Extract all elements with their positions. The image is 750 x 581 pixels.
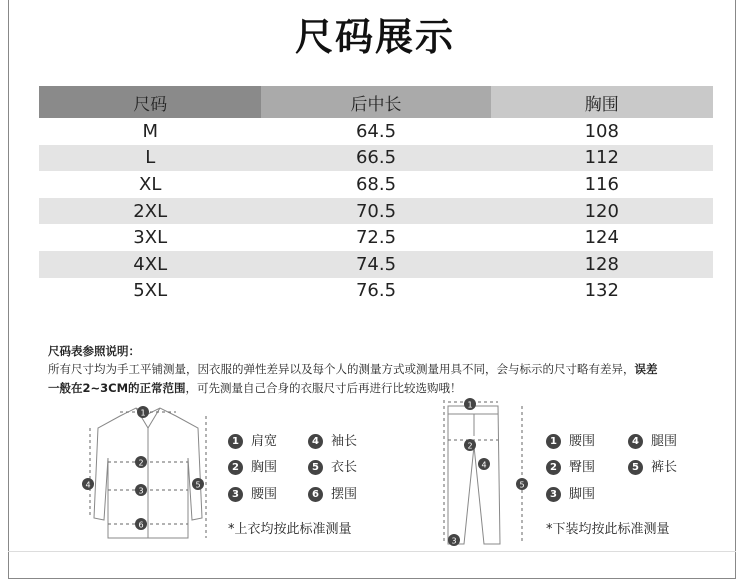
cell-back-length: 68.5 [261, 171, 490, 198]
legend-item: 4 腿围 [628, 430, 677, 449]
cell-chest: 108 [491, 118, 713, 145]
svg-text:5: 5 [195, 480, 201, 490]
svg-text:4: 4 [85, 480, 91, 490]
size-table [39, 86, 713, 304]
svg-text:1: 1 [140, 408, 146, 418]
legend-item: 3 脚围 [546, 483, 595, 502]
cell-chest: 112 [491, 145, 713, 172]
page-title: 尺码展示 [294, 15, 455, 59]
legend-item: 1 腰围 [546, 430, 595, 449]
pants-footnote: *下装均按此标准测量 [546, 522, 670, 537]
cell-size: XL [39, 171, 261, 198]
table-row [39, 224, 713, 251]
table-row [39, 118, 713, 145]
table-row [39, 278, 713, 305]
cell-chest: 128 [491, 251, 713, 278]
legend-item: 5 衣长 [308, 456, 357, 475]
cell-chest: 124 [491, 224, 713, 251]
cell-size: 4XL [39, 251, 261, 278]
svg-text:2: 2 [138, 458, 144, 468]
size-table-header [39, 86, 713, 118]
svg-text:2: 2 [467, 441, 473, 451]
table-row [39, 251, 713, 278]
cell-size: L [39, 145, 261, 172]
legend-item: 1 肩宽 [228, 430, 277, 449]
svg-text:3: 3 [138, 486, 144, 496]
svg-text:1: 1 [467, 400, 473, 410]
cell-chest: 120 [491, 198, 713, 225]
legend-item: 2 胸围 [228, 456, 277, 475]
legend-item: 6 摆围 [308, 483, 357, 502]
cell-back-length: 72.5 [261, 224, 490, 251]
cell-back-length: 74.5 [261, 251, 490, 278]
header-back-length: 后中长 [261, 86, 490, 118]
cell-back-length: 70.5 [261, 198, 490, 225]
svg-text:5: 5 [519, 480, 525, 490]
note-line2-bold: 一般在2~3CM的正常范围 [48, 381, 186, 395]
legend-item: 3 腰围 [228, 483, 277, 502]
bottom-divider [8, 551, 736, 552]
cell-size: 3XL [39, 224, 261, 251]
legend-item: 5 裤长 [628, 456, 677, 475]
cell-back-length: 64.5 [261, 118, 490, 145]
pants-diagram [440, 396, 540, 548]
cell-size: M [39, 118, 261, 145]
note-line1: 所有尺寸均为手工平铺测量，因衣服的弹性差异以及每个人的测量方式或测量用具不同，会与标示的尺寸略有差异， [48, 362, 635, 376]
header-chest: 胸围 [491, 86, 713, 118]
shirt-footnote: *上衣均按此标准测量 [228, 522, 352, 537]
svg-text:3: 3 [451, 536, 457, 546]
cell-size: 2XL [39, 198, 261, 225]
svg-text:6: 6 [138, 520, 144, 530]
note-title: 尺码表参照说明： [48, 344, 140, 358]
cell-chest: 132 [491, 278, 713, 305]
table-row [39, 198, 713, 225]
cell-size: 5XL [39, 278, 261, 305]
cell-chest: 116 [491, 171, 713, 198]
shirt-legend [228, 430, 378, 510]
note-line1-bold: 误差 [634, 362, 658, 376]
cell-back-length: 76.5 [261, 278, 490, 305]
table-row [39, 145, 713, 172]
svg-text:4: 4 [481, 460, 487, 470]
legend-item: 4 袖长 [308, 430, 357, 449]
note-text [48, 360, 712, 398]
note-line2: ，可先测量自己合身的衣服尺寸后再进行比较选购哦！ [185, 381, 462, 395]
shirt-diagram [78, 398, 218, 546]
header-size: 尺码 [39, 86, 261, 118]
table-row [39, 171, 713, 198]
legend-item: 2 臀围 [546, 456, 595, 475]
cell-back-length: 66.5 [261, 145, 490, 172]
pants-legend [546, 430, 696, 510]
